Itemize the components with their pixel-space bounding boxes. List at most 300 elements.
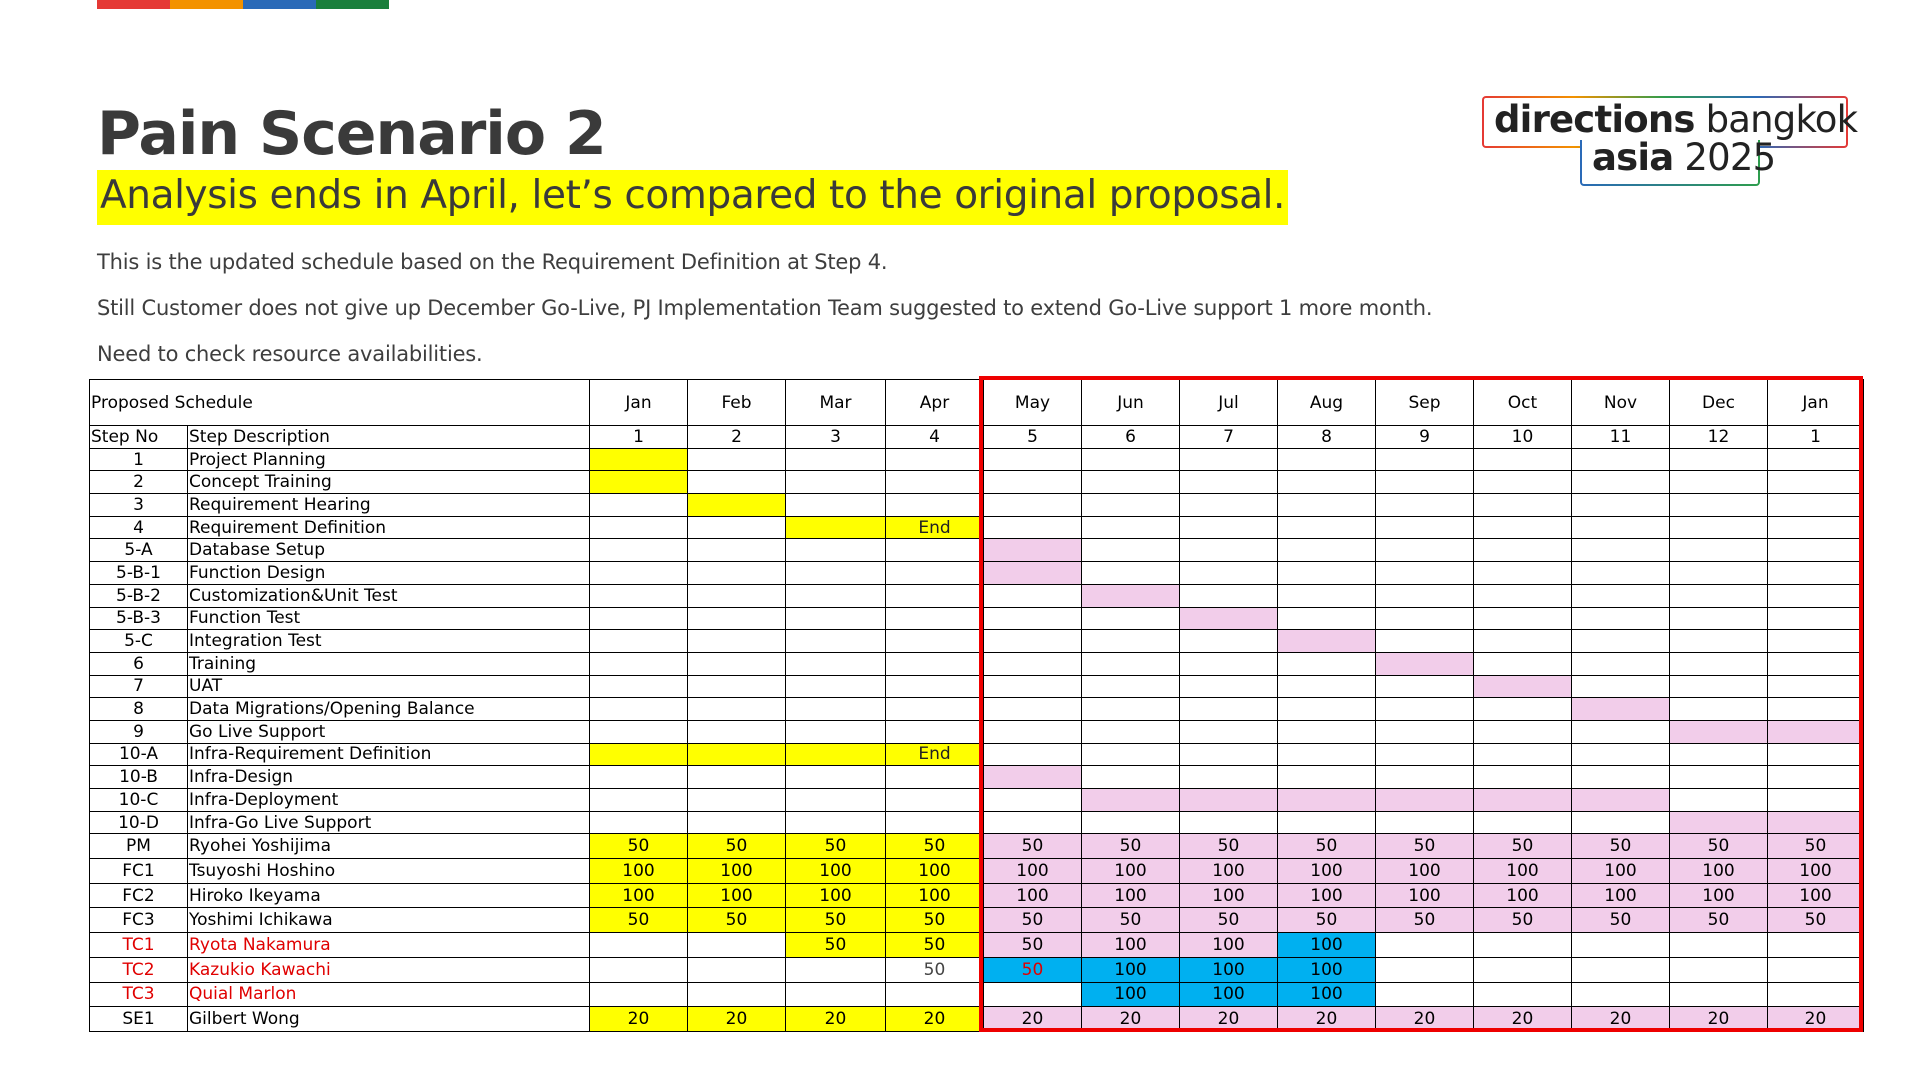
step-row (90, 539, 1864, 562)
resource-role: FC2 (90, 883, 188, 908)
schedule-cell (1082, 584, 1180, 607)
allocation-cell: 50 (1082, 908, 1180, 933)
schedule-cell (786, 562, 886, 585)
schedule-cell (1768, 516, 1864, 539)
allocation-cell: 20 (1768, 1007, 1864, 1032)
allocation-cell: 100 (1376, 883, 1474, 908)
schedule-cell (1376, 766, 1474, 789)
schedule-cell (1572, 494, 1670, 517)
allocation-cell: 100 (984, 883, 1082, 908)
schedule-cell (786, 539, 886, 562)
schedule-cell (1768, 789, 1864, 812)
schedule-cell (1180, 584, 1278, 607)
schedule-cell (688, 539, 786, 562)
allocation-cell: 50 (1572, 834, 1670, 859)
allocation-cell: 50 (590, 834, 688, 859)
schedule-cell (1670, 584, 1768, 607)
allocation-cell (590, 933, 688, 958)
schedule-cell (984, 811, 1082, 834)
month-header: Apr (886, 380, 984, 426)
schedule-cell (1474, 471, 1572, 494)
month-number: 4 (886, 426, 984, 449)
schedule-cell (1376, 471, 1474, 494)
step-description: Requirement Definition (188, 516, 590, 539)
schedule-cell (1376, 630, 1474, 653)
step-description: Data Migrations/Opening Balance (188, 698, 590, 721)
schedule-cell (1474, 607, 1572, 630)
step-description: Infra-Go Live Support (188, 811, 590, 834)
schedule-cell: End (886, 516, 984, 539)
month-number: 8 (1278, 426, 1376, 449)
allocation-cell: 20 (1572, 1007, 1670, 1032)
schedule-cell (1376, 562, 1474, 585)
schedule-cell (1180, 562, 1278, 585)
allocation-cell: 100 (1180, 982, 1278, 1007)
schedule-cell (1278, 630, 1376, 653)
stripe-green (316, 0, 389, 9)
schedule-cell (786, 811, 886, 834)
schedule-cell (1082, 516, 1180, 539)
schedule-cell (1670, 675, 1768, 698)
schedule-cell (1376, 584, 1474, 607)
schedule-cell (1180, 811, 1278, 834)
step-number: 7 (90, 675, 188, 698)
step-description: Function Test (188, 607, 590, 630)
allocation-cell: 20 (886, 1007, 984, 1032)
resource-role: SE1 (90, 1007, 188, 1032)
schedule-cell (1376, 494, 1474, 517)
allocation-cell: 50 (1768, 834, 1864, 859)
schedule-cell (1768, 675, 1864, 698)
allocation-cell (786, 957, 886, 982)
schedule-cell (1278, 720, 1376, 743)
schedule-cell (1082, 494, 1180, 517)
step-number: 2 (90, 471, 188, 494)
allocation-cell: 100 (1180, 859, 1278, 884)
step-row (90, 743, 1864, 766)
month-header: Nov (1572, 380, 1670, 426)
allocation-cell (886, 982, 984, 1007)
schedule-cell (984, 494, 1082, 517)
schedule-cell (590, 471, 688, 494)
allocation-cell: 50 (786, 834, 886, 859)
schedule-cell (886, 789, 984, 812)
schedule-cell (1572, 516, 1670, 539)
step-row (90, 471, 1864, 494)
step-number: 10-D (90, 811, 188, 834)
schedule-cell (786, 743, 886, 766)
schedule-cell (1474, 811, 1572, 834)
schedule-cell (786, 720, 886, 743)
schedule-cell (1082, 698, 1180, 721)
step-row (90, 494, 1864, 517)
schedule-cell (1474, 698, 1572, 721)
schedule-cell (786, 675, 886, 698)
schedule-cell (1474, 766, 1572, 789)
schedule-cell (590, 539, 688, 562)
schedule-cell (984, 630, 1082, 653)
resource-row (90, 1007, 1864, 1032)
schedule-cell (1376, 811, 1474, 834)
allocation-cell (590, 982, 688, 1007)
resource-row (90, 933, 1864, 958)
schedule-cell (1082, 562, 1180, 585)
step-row (90, 630, 1864, 653)
schedule-cell (590, 607, 688, 630)
schedule-cell (1670, 539, 1768, 562)
schedule-cell (1572, 743, 1670, 766)
schedule-cell (590, 448, 688, 471)
schedule-cell (1082, 675, 1180, 698)
step-description: Requirement Hearing (188, 494, 590, 517)
allocation-cell: 100 (1768, 883, 1864, 908)
month-number: 6 (1082, 426, 1180, 449)
month-number: 11 (1572, 426, 1670, 449)
schedule-cell (1768, 539, 1864, 562)
step-description: Function Design (188, 562, 590, 585)
allocation-cell: 100 (1670, 883, 1768, 908)
resource-role: PM (90, 834, 188, 859)
schedule-cell (1572, 562, 1670, 585)
schedule-cell (1376, 516, 1474, 539)
allocation-cell (688, 933, 786, 958)
month-number: 2 (688, 426, 786, 449)
schedule-cell (1768, 584, 1864, 607)
schedule-cell (1278, 494, 1376, 517)
schedule-cell (886, 539, 984, 562)
resource-role: TC1 (90, 933, 188, 958)
schedule-cell (688, 584, 786, 607)
schedule-cell (1180, 789, 1278, 812)
step-row (90, 562, 1864, 585)
schedule-cell (1670, 494, 1768, 517)
allocation-cell: 100 (1180, 957, 1278, 982)
schedule-cell (1082, 743, 1180, 766)
schedule-cell (590, 630, 688, 653)
schedule-cell (1278, 471, 1376, 494)
header-color-stripe (97, 0, 389, 9)
allocation-cell: 50 (688, 834, 786, 859)
schedule-cell (1474, 652, 1572, 675)
schedule-cell (1768, 562, 1864, 585)
schedule-cell (886, 698, 984, 721)
schedule-cell (984, 743, 1082, 766)
schedule-cell (1572, 766, 1670, 789)
schedule-cell (688, 698, 786, 721)
schedule-cell (886, 675, 984, 698)
schedule-header-row (90, 380, 1864, 426)
schedule-cell (1082, 448, 1180, 471)
schedule-cell (1376, 539, 1474, 562)
allocation-cell: 20 (1376, 1007, 1474, 1032)
allocation-cell: 100 (786, 883, 886, 908)
schedule-cell (1768, 494, 1864, 517)
schedule-cell (1768, 720, 1864, 743)
paragraph-3: Need to check resource availabilities. (97, 342, 483, 366)
schedule-cell (1278, 698, 1376, 721)
schedule-cell (688, 471, 786, 494)
schedule-cell (1082, 652, 1180, 675)
step-number: 9 (90, 720, 188, 743)
schedule-cell (1082, 539, 1180, 562)
schedule-cell (886, 562, 984, 585)
schedule-cell (1082, 811, 1180, 834)
schedule-cell (688, 789, 786, 812)
step-number: 5-B-2 (90, 584, 188, 607)
schedule-cell (590, 516, 688, 539)
schedule-cell (688, 766, 786, 789)
schedule-cell (786, 584, 886, 607)
schedule-cell (1474, 789, 1572, 812)
schedule-cell (1572, 789, 1670, 812)
step-description: Infra-Requirement Definition (188, 743, 590, 766)
allocation-cell: 50 (1180, 834, 1278, 859)
schedule-cell (1180, 516, 1278, 539)
allocation-cell (1768, 933, 1864, 958)
allocation-cell: 100 (688, 883, 786, 908)
schedule-cell (1180, 539, 1278, 562)
schedule-cell (886, 811, 984, 834)
schedule-cell (1180, 494, 1278, 517)
schedule-cell (1278, 766, 1376, 789)
allocation-cell (786, 982, 886, 1007)
schedule-cell (1180, 698, 1278, 721)
allocation-cell: 50 (984, 933, 1082, 958)
schedule-cell (886, 766, 984, 789)
step-description: Project Planning (188, 448, 590, 471)
step-row (90, 675, 1864, 698)
step-number: 10-C (90, 789, 188, 812)
schedule-cell (984, 448, 1082, 471)
schedule-cell (688, 607, 786, 630)
schedule-cell (1180, 766, 1278, 789)
allocation-cell: 20 (590, 1007, 688, 1032)
event-logo (1482, 96, 1858, 190)
allocation-cell: 50 (1670, 908, 1768, 933)
allocation-cell: 100 (1278, 883, 1376, 908)
schedule-cell (1278, 607, 1376, 630)
schedule-cell (984, 516, 1082, 539)
schedule-cell (1180, 607, 1278, 630)
schedule-cell (688, 743, 786, 766)
allocation-cell: 100 (1670, 859, 1768, 884)
month-number: 3 (786, 426, 886, 449)
allocation-cell (1376, 933, 1474, 958)
schedule-cell (1474, 539, 1572, 562)
schedule-cell (590, 584, 688, 607)
month-number: 12 (1670, 426, 1768, 449)
schedule-cell (984, 698, 1082, 721)
schedule-cell (1278, 675, 1376, 698)
allocation-cell: 100 (1572, 859, 1670, 884)
schedule-cell (1180, 448, 1278, 471)
allocation-cell: 100 (1278, 859, 1376, 884)
allocation-cell: 50 (1376, 834, 1474, 859)
stripe-red (97, 0, 170, 9)
step-description: Training (188, 652, 590, 675)
page-subtitle: Analysis ends in April, let’s compared to the original proposal. (97, 170, 1288, 225)
allocation-cell (1768, 982, 1864, 1007)
month-header: Jul (1180, 380, 1278, 426)
schedule-cell (1180, 675, 1278, 698)
step-description: Infra-Design (188, 766, 590, 789)
schedule-cell (1376, 743, 1474, 766)
allocation-cell: 50 (1670, 834, 1768, 859)
step-no-header: Step No (90, 426, 188, 449)
schedule-cell (688, 562, 786, 585)
month-header: Oct (1474, 380, 1572, 426)
schedule-cell (1670, 789, 1768, 812)
allocation-cell: 100 (1278, 957, 1376, 982)
schedule-cell (1670, 448, 1768, 471)
resource-role: TC3 (90, 982, 188, 1007)
allocation-cell: 50 (1376, 908, 1474, 933)
schedule-cell (786, 471, 886, 494)
resource-name: Kazukio Kawachi (188, 957, 590, 982)
schedule-cell (590, 675, 688, 698)
step-description: Integration Test (188, 630, 590, 653)
allocation-cell: 100 (984, 859, 1082, 884)
schedule-cell (1768, 811, 1864, 834)
page-title: Pain Scenario 2 (97, 99, 606, 169)
month-header: Jan (590, 380, 688, 426)
schedule-cell (984, 766, 1082, 789)
step-number: 5-A (90, 539, 188, 562)
schedule-cell (1572, 630, 1670, 653)
allocation-cell: 50 (786, 908, 886, 933)
allocation-cell: 50 (1474, 834, 1572, 859)
step-number: 3 (90, 494, 188, 517)
schedule-cell (1768, 766, 1864, 789)
month-number: 5 (984, 426, 1082, 449)
step-description: Customization&Unit Test (188, 584, 590, 607)
step-row (90, 584, 1864, 607)
schedule-cell (1376, 448, 1474, 471)
schedule-cell (984, 539, 1082, 562)
schedule-cell (1572, 698, 1670, 721)
schedule-cell (1474, 516, 1572, 539)
allocation-cell: 100 (1082, 859, 1180, 884)
schedule-cell (1376, 675, 1474, 698)
schedule-cell (688, 516, 786, 539)
schedule-cell (1768, 471, 1864, 494)
allocation-cell: 20 (688, 1007, 786, 1032)
schedule-cell (1376, 607, 1474, 630)
schedule-cell (886, 720, 984, 743)
schedule-cell (688, 811, 786, 834)
schedule-cell (1670, 607, 1768, 630)
schedule-header-label: Proposed Schedule (90, 380, 590, 426)
schedule-cell (688, 494, 786, 517)
schedule-cell (1278, 811, 1376, 834)
allocation-cell: 100 (1278, 982, 1376, 1007)
schedule-cell (1376, 720, 1474, 743)
step-row (90, 607, 1864, 630)
schedule-cell (1376, 789, 1474, 812)
allocation-cell: 100 (1082, 933, 1180, 958)
month-header: Feb (688, 380, 786, 426)
step-number: 8 (90, 698, 188, 721)
schedule-cell (984, 562, 1082, 585)
schedule-cell (1768, 448, 1864, 471)
allocation-cell: 100 (1082, 982, 1180, 1007)
schedule-cell (786, 630, 886, 653)
schedule-cell (688, 448, 786, 471)
logo-line-1: directions bangkok (1494, 98, 1858, 141)
allocation-cell: 50 (1572, 908, 1670, 933)
resource-role: FC3 (90, 908, 188, 933)
allocation-cell: 100 (1572, 883, 1670, 908)
schedule-cell (1180, 743, 1278, 766)
allocation-cell: 100 (590, 883, 688, 908)
schedule-cell (1278, 562, 1376, 585)
resource-name: Hiroko Ikeyama (188, 883, 590, 908)
allocation-cell: 20 (786, 1007, 886, 1032)
schedule-cell (1768, 743, 1864, 766)
resource-row (90, 834, 1864, 859)
allocation-cell: 20 (1082, 1007, 1180, 1032)
schedule-cell (886, 652, 984, 675)
month-header: Mar (786, 380, 886, 426)
allocation-cell: 50 (1278, 834, 1376, 859)
schedule-cell (1572, 652, 1670, 675)
schedule-cell: End (886, 743, 984, 766)
allocation-cell: 100 (1474, 859, 1572, 884)
schedule-cell (1572, 471, 1670, 494)
allocation-cell: 20 (1474, 1007, 1572, 1032)
schedule-cell (1670, 698, 1768, 721)
step-number: 5-C (90, 630, 188, 653)
resource-row (90, 859, 1864, 884)
step-row (90, 448, 1864, 471)
schedule-cell (1572, 448, 1670, 471)
schedule-cell (886, 448, 984, 471)
allocation-cell: 100 (1768, 859, 1864, 884)
allocation-cell: 50 (590, 908, 688, 933)
step-description: Database Setup (188, 539, 590, 562)
schedule-cell (1180, 652, 1278, 675)
step-description: UAT (188, 675, 590, 698)
schedule-cell (1572, 811, 1670, 834)
schedule-cell (1082, 471, 1180, 494)
schedule-cell (1082, 720, 1180, 743)
allocation-cell: 50 (984, 957, 1082, 982)
schedule-cell (1670, 471, 1768, 494)
allocation-cell: 100 (1278, 933, 1376, 958)
allocation-cell (1670, 957, 1768, 982)
schedule-cell (1768, 607, 1864, 630)
schedule-cell (688, 675, 786, 698)
month-header: Jun (1082, 380, 1180, 426)
allocation-cell (984, 982, 1082, 1007)
paragraph-1: This is the updated schedule based on the Requirement Definition at Step 4. (97, 250, 888, 274)
allocation-cell (1474, 933, 1572, 958)
schedule-cell (1474, 584, 1572, 607)
schedule-cell (1376, 652, 1474, 675)
allocation-cell: 100 (590, 859, 688, 884)
schedule-cell (984, 471, 1082, 494)
schedule-cell (590, 494, 688, 517)
step-row (90, 811, 1864, 834)
allocation-cell: 50 (1768, 908, 1864, 933)
month-header: Aug (1278, 380, 1376, 426)
resource-name: Tsuyoshi Hoshino (188, 859, 590, 884)
schedule-cell (1670, 562, 1768, 585)
schedule-cell (590, 789, 688, 812)
schedule-cell (1278, 584, 1376, 607)
allocation-cell: 50 (1082, 834, 1180, 859)
allocation-cell (688, 957, 786, 982)
